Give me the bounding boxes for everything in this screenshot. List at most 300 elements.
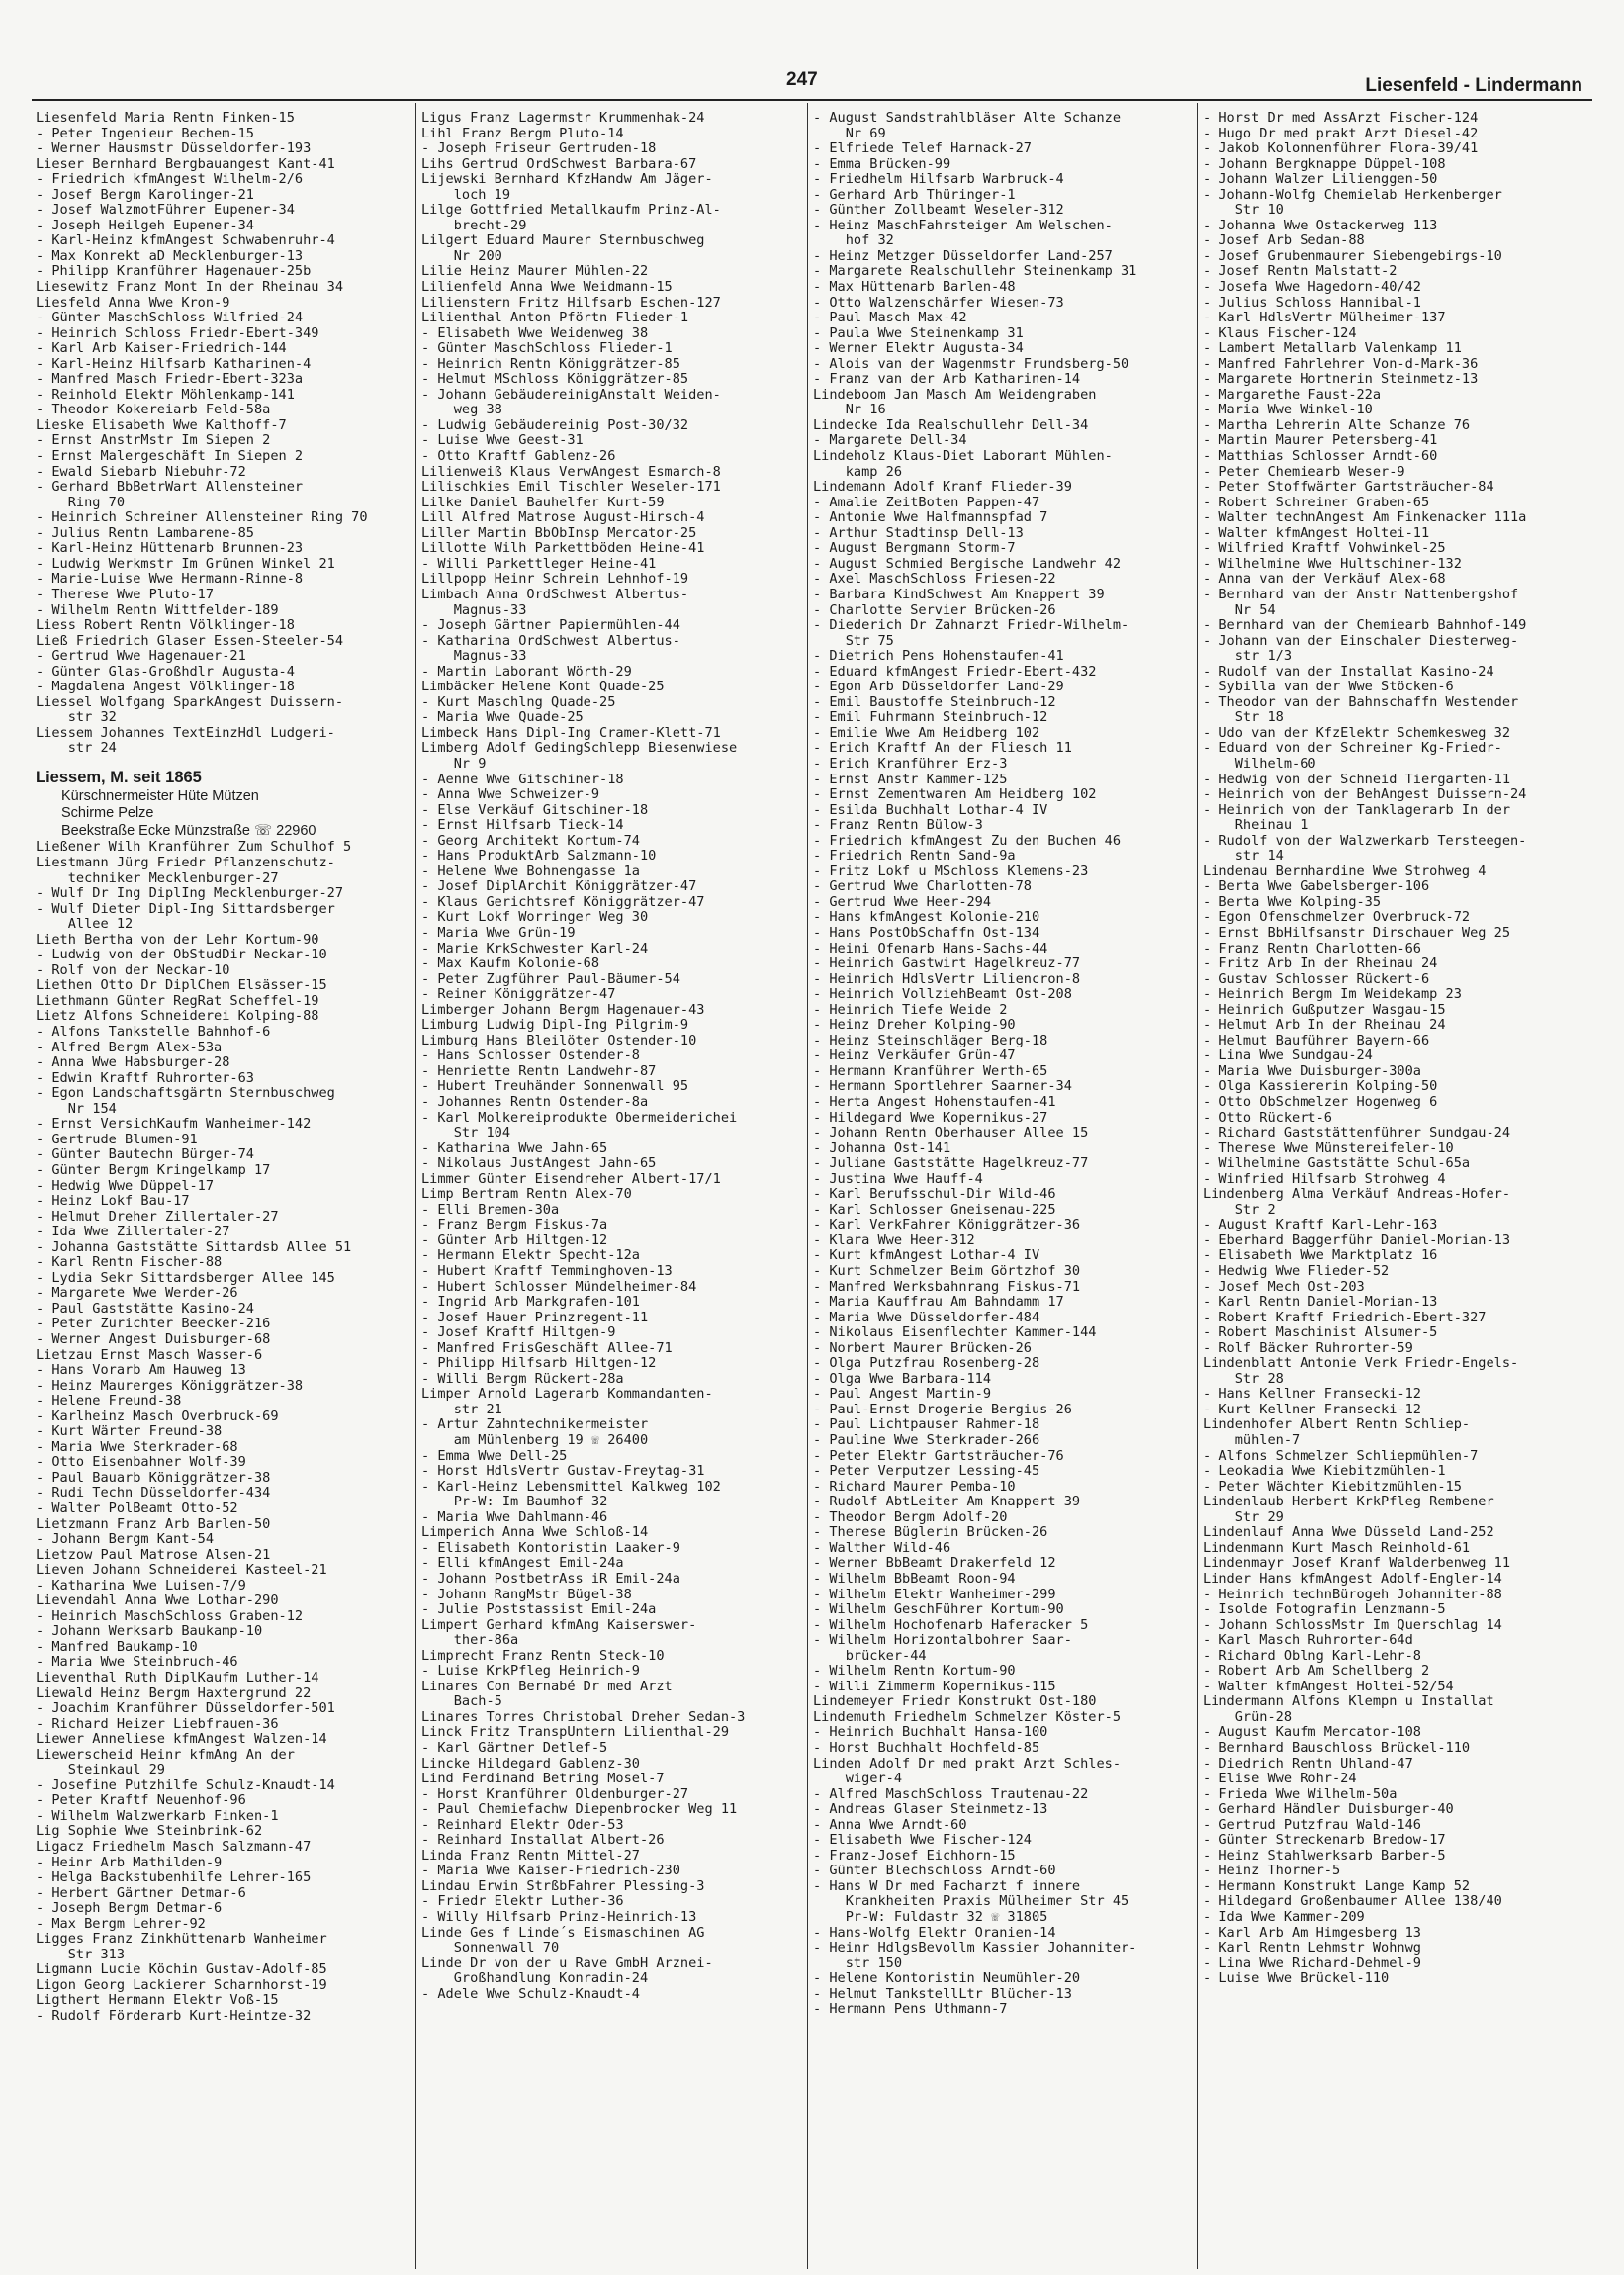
directory-entry: - Werner Angest Duisburger-68 <box>36 1330 271 1347</box>
directory-entry: - Ludwig Werkmstr Im Grünen Winkel 21 <box>36 555 335 572</box>
directory-entry: Lindemuth Friedhelm Schmelzer Köster-5 <box>813 1708 1121 1725</box>
directory-entry: - Marie KrkSchwester Karl-24 <box>421 940 649 956</box>
directory-entry: - Fritz Arb In der Rheinau 24 <box>1203 956 1438 972</box>
directory-entry: - Margarete Wwe Werder-26 <box>36 1285 238 1302</box>
directory-entry: - Robert Arb Am Schellberg 2 <box>1203 1663 1430 1680</box>
directory-entry: - Egon Arb Düsseldorfer Land-29 <box>813 679 1064 695</box>
directory-entry: Lindecke Ida Realschullehr Dell-34 <box>813 416 1089 433</box>
directory-entry: Limberg Adolf GedingSchlepp Biesenwiese Nr 9 <box>421 740 738 772</box>
directory-entry: Lill Alfred Matrose August-Hirsch-4 <box>421 509 705 526</box>
directory-entry: - Olga Putzfrau Rosenberg-28 <box>813 1355 1040 1372</box>
directory-entry: - Hedwig von der Schneid Tiergarten-11 <box>1203 771 1510 787</box>
directory-entry: - Klaus Fischer-124 <box>1203 324 1357 341</box>
directory-entry: - Diedrich Rentn Uhland-47 <box>1203 1755 1413 1772</box>
directory-entry: - Reinhard Installat Albert-26 <box>421 1832 665 1849</box>
advert-text: Kürschnermeister Hüte Mützen Schirme Pelze Beekstraße Ecke Münzstraße ☏ 22960 <box>61 787 316 839</box>
directory-entry: - Johann van der Einschaler Diesterweg- str 1/3 <box>1203 632 1519 665</box>
directory-entry: Linde Dr von der u Rave GmbH Arznei- Großhandlung Konradin-24 <box>421 1955 713 1987</box>
directory-entry: - Hermann Konstrukt Lange Kamp 52 <box>1203 1877 1471 1894</box>
directory-entry: - Axel MaschSchloss Friesen-22 <box>813 571 1056 588</box>
directory-entry: - Manfred Baukamp-10 <box>36 1638 198 1655</box>
directory-entry: - Georg Architekt Kortum-74 <box>421 832 640 849</box>
directory-entry: - Otto Rückert-6 <box>1203 1109 1332 1126</box>
directory-column-1 <box>36 111 426 2267</box>
directory-entry: - Elisabeth Wwe Weidenweg 38 <box>421 324 649 341</box>
directory-entry: - Richard Gaststättenführer Sundgau-24 <box>1203 1125 1510 1141</box>
directory-entry: - Ernst VersichKaufm Wanheimer-142 <box>36 1116 312 1133</box>
directory-entry: - Johann PostbetrAss iR Emil-24a <box>421 1570 680 1587</box>
directory-entry: - Hans PostObSchaffn Ost-134 <box>813 924 1040 941</box>
directory-entry: - Andreas Glaser Steinmetz-13 <box>813 1801 1048 1818</box>
directory-entry: - Juliane Gaststätte Hagelkreuz-77 <box>813 1155 1089 1172</box>
directory-entry: - Johann-Wolfg Chemielab Herkenberger Str 10 <box>1203 186 1502 219</box>
directory-entry: - Klara Wwe Heer-312 <box>813 1231 975 1248</box>
directory-entry: - Joseph Heilgeh Eupener-34 <box>36 217 254 233</box>
directory-entry: - Otto ObSchmelzer Hogenweg 6 <box>1203 1094 1438 1110</box>
directory-entry: - Rudolf van der Installat Kasino-24 <box>1203 663 1494 680</box>
directory-entry: - Wilhelmine Wwe Hultschiner-132 <box>1203 555 1462 572</box>
directory-entry: - Berta Wwe Gabelsberger-106 <box>1203 878 1430 895</box>
directory-entry: - Paul Angest Martin-9 <box>813 1386 992 1403</box>
directory-entry: Lietzow Paul Matrose Alsen-21 <box>36 1546 271 1563</box>
directory-entry: - Elise Wwe Rohr-24 <box>1203 1771 1357 1787</box>
directory-entry: - Karl HdlsVertr Mülheimer-137 <box>1203 310 1446 326</box>
directory-entry: - Manfred FrisGeschäft Allee-71 <box>421 1339 673 1356</box>
directory-entry: - Elfriede Telef Harnack-27 <box>813 140 1032 157</box>
directory-entry: - Günter Bergm Kringelkamp 17 <box>36 1161 271 1178</box>
directory-entry: Limper Arnold Lagerarb Kommandanten- str 21 <box>421 1386 713 1417</box>
directory-entry: - Sybilla van der Wwe Stöcken-6 <box>1203 679 1454 695</box>
directory-entry: - Anna Wwe Schweizer-9 <box>421 786 600 803</box>
directory-entry: - Matthias Schlosser Arndt-60 <box>1203 448 1438 465</box>
directory-entry: - Walther Wild-46 <box>813 1539 951 1556</box>
directory-entry: - Julius Schloss Hannibal-1 <box>1203 294 1421 311</box>
directory-entry: - Karl-Heinz Hilfsarb Katharinen-4 <box>36 355 312 372</box>
directory-entry: - Heinz MaschFahrsteiger Am Welschen- hof 32 <box>813 217 1113 249</box>
directory-entry: - Margarete Hortnerin Steinmetz-13 <box>1203 371 1479 388</box>
directory-entry: - Gertrud Wwe Hagenauer-21 <box>36 648 246 665</box>
directory-entry: - Frieda Wwe Wilhelm-50a <box>1203 1785 1398 1802</box>
directory-entry: - Norbert Maurer Brücken-26 <box>813 1339 1032 1356</box>
directory-entry: Limperich Anna Wwe Schloß-14 <box>421 1524 649 1541</box>
directory-entry: - Günter Streckenarb Bredow-17 <box>1203 1832 1446 1849</box>
directory-entry: - Johann Walzer Lilienggen-50 <box>1203 171 1438 188</box>
directory-entry: - Robert Schreiner Graben-65 <box>1203 494 1430 510</box>
directory-entry: - Karl Rentn Fischer-88 <box>36 1254 223 1271</box>
directory-entry: - Maria Wwe Duisburger-300a <box>1203 1062 1421 1079</box>
directory-entry: Lindenlaub Herbert KrkPfleg Rembener Str 29 <box>1203 1494 1494 1525</box>
directory-entry: - Eduard von der Schreiner Kg-Friedr- Wilhelm-60 <box>1203 740 1502 772</box>
directory-entry: - Reinhard Elektr Oder-53 <box>421 1816 624 1833</box>
directory-entry: - Alfons Tankstelle Bahnhof-6 <box>36 1024 271 1041</box>
directory-entry: Lieth Bertha von der Lehr Kortum-90 <box>36 931 319 948</box>
directory-entry: - Günter Bautechn Bürger-74 <box>36 1146 254 1163</box>
directory-entry: Limmer Günter Eisendreher Albert-17/1 <box>421 1170 721 1187</box>
directory-entry: - Wulf Dr Ing DiplIng Mecklenburger-27 <box>36 885 343 902</box>
directory-entry: - Heinrich VollziehBeamt Ost-208 <box>813 986 1072 1003</box>
directory-entry: - Maria Wwe Dahlmann-46 <box>421 1508 608 1525</box>
directory-entry: - Gerhard BbBetrWart Allensteiner Ring 70 <box>36 479 304 510</box>
directory-entry: - Ludwig von der ObStudDir Neckar-10 <box>36 947 327 963</box>
directory-entry: - Heinr HdlgsBevollm Kassier Johanniter- str 150 <box>813 1940 1137 1971</box>
directory-entry: - Helmut Dreher Zillertaler-27 <box>36 1208 279 1225</box>
directory-entry: - Maria Wwe Steinbruch-46 <box>36 1654 238 1671</box>
directory-entry: - Else Verkäuf Gitschiner-18 <box>421 801 649 818</box>
directory-entry: - Kurt Lokf Worringer Weg 30 <box>421 909 649 926</box>
directory-entry: - Aenne Wwe Gitschiner-18 <box>421 771 624 787</box>
directory-entry: - Heinz Lokf Bau-17 <box>36 1193 190 1210</box>
directory-entry: - Bernhard van der Chemiearb Bahnhof-149 <box>1203 617 1527 634</box>
directory-entry: - Ludwig Gebäudereinig Post-30/32 <box>421 416 689 433</box>
directory-entry: - Wilhelm Hochofenarb Haferacker 5 <box>813 1616 1089 1633</box>
directory-entry: - Werner Hausmstr Düsseldorfer-193 <box>36 140 312 157</box>
directory-entry: - Heinrich Bergm Im Weidekamp 23 <box>1203 986 1462 1003</box>
directory-entry: - Karl-Heinz Hüttenarb Brunnen-23 <box>36 540 304 557</box>
directory-entry: - Walter PolBeamt Otto-52 <box>36 1500 238 1516</box>
directory-entry: Liethen Otto Dr DiplChem Elsässer-15 <box>36 977 327 994</box>
directory-entry: Liller Martin BbObInsp Mercator-25 <box>421 524 697 541</box>
directory-entry: - Friedrich Rentn Sand-9a <box>813 848 1016 864</box>
directory-entry: - Kurt Wärter Freund-38 <box>36 1423 223 1440</box>
directory-entry: - Karl Gärtner Detlef-5 <box>421 1739 608 1756</box>
directory-entry: - Karl Rentn Daniel-Morian-13 <box>1203 1294 1438 1311</box>
directory-entry: Limbeck Hans Dipl-Ing Cramer-Klett-71 <box>421 724 721 741</box>
directory-entry: - Franz Rentn Bülow-3 <box>813 817 983 834</box>
directory-entry: - Werner Elektr Augusta-34 <box>813 340 1024 357</box>
directory-entry: Lindenblatt Antonie Verk Friedr-Engels- Str 28 <box>1203 1355 1519 1387</box>
directory-entry: Lilienweiß Klaus VerwAngest Esmarch-8 <box>421 463 721 480</box>
directory-entry: - Kurt Schmelzer Beim Görtzhof 30 <box>813 1263 1081 1280</box>
directory-entry: Linares Torres Christobal Dreher Sedan-3 <box>421 1708 746 1725</box>
directory-entry: - Lina Wwe Sundgau-24 <box>1203 1047 1373 1064</box>
directory-entry: - Gustav Schlosser Rückert-6 <box>1203 970 1430 987</box>
directory-entry: - Helmut Bauführer Bayern-66 <box>1203 1032 1430 1048</box>
directory-entry: - Heinrich Buchhalt Hansa-100 <box>813 1724 1048 1741</box>
directory-entry: - Joseph Friseur Gertruden-18 <box>421 140 657 157</box>
directory-entry: Liessel Wolfgang SparkAngest Duissern- str 32 <box>36 693 343 726</box>
directory-entry: - Otto Walzenschärfer Wiesen-73 <box>813 294 1064 311</box>
directory-entry: Lilischkies Emil Tischler Weseler-171 <box>421 479 721 496</box>
directory-entry: - Walter technAngest Am Finkenacker 111a <box>1203 509 1527 526</box>
directory-entry: - Olga Wwe Barbara-114 <box>813 1370 992 1387</box>
directory-entry: Lindeholz Klaus-Diet Laborant Mühlen- kamp 26 <box>813 448 1113 480</box>
directory-entry: - Margarethe Faust-22a <box>1203 386 1382 403</box>
directory-entry: - Edwin Kraftf Ruhrorter-63 <box>36 1069 254 1086</box>
directory-entry: - Hildegard Wwe Kopernikus-27 <box>813 1109 1048 1126</box>
directory-column-3 <box>813 111 1204 2267</box>
directory-entry: - Elisabeth Wwe Fischer-124 <box>813 1832 1032 1849</box>
directory-entry: - Friedrich kfmAngest Wilhelm-2/6 <box>36 171 304 188</box>
directory-entry: Limberger Johann Bergm Hagenauer-43 <box>421 1001 705 1018</box>
directory-entry: Liewald Heinz Bergm Haxtergrund 22 <box>36 1684 312 1701</box>
directory-entry: - Heinrich von der Tanklagerarb In der Rheinau 1 <box>1203 801 1510 834</box>
directory-entry: Lincke Hildegard Gablenz-30 <box>421 1755 640 1772</box>
directory-entry: Lindeboom Jan Masch Am Weidengraben Nr 16 <box>813 386 1097 418</box>
directory-entry: - Friedr Elektr Luther-36 <box>421 1893 624 1910</box>
directory-entry: Liewerscheid Heinr kfmAng An der Steinkaul 29 <box>36 1746 295 1778</box>
directory-entry: - Maria Wwe Sterkrader-68 <box>36 1438 238 1455</box>
directory-entry: - Hans Schlosser Ostender-8 <box>421 1047 640 1064</box>
directory-entry: - August Kaufm Mercator-108 <box>1203 1724 1421 1741</box>
directory-entry: - Richard Maurer Pemba-10 <box>813 1478 1016 1495</box>
directory-entry: - Wulf Dieter Dipl-Ing Sittardsberger Allee 12 <box>36 900 335 933</box>
directory-entry: - Heinrich Gastwirt Hagelkreuz-77 <box>813 956 1081 972</box>
directory-entry: - Kurt Kellner Fransecki-12 <box>1203 1401 1421 1417</box>
directory-entry: Liessem Johannes TextEinzHdl Ludgeri- str 24 <box>36 724 335 757</box>
directory-entry: Linde Ges f Linde´s Eismaschinen AG Sonnenwall 70 <box>421 1924 705 1956</box>
directory-entry: - Josef WalzmotFührer Eupener-34 <box>36 202 295 219</box>
directory-entry: - Karl-Heinz Lebensmittel Kalkweg 102 Pr-W: Im Baumhof 32 <box>421 1478 721 1510</box>
directory-entry: - Philipp Hilfsarb Hiltgen-12 <box>421 1355 657 1372</box>
directory-entry: - Ingrid Arb Markgrafen-101 <box>421 1294 640 1311</box>
directory-entry: - Maria Kauffrau Am Bahndamm 17 <box>813 1294 1064 1311</box>
directory-entry: Lieventhal Ruth DiplKaufm Luther-14 <box>36 1670 319 1685</box>
directory-entry: - Walter kfmAngest Holtei-11 <box>1203 524 1430 541</box>
directory-entry: - Wilhelm BbBeamt Roon-94 <box>813 1570 1016 1587</box>
directory-entry: - Ida Wwe Zillertaler-27 <box>36 1224 230 1240</box>
directory-entry: - August Kraftf Karl-Lehr-163 <box>1203 1217 1438 1233</box>
directory-entry: - Elli Bremen-30a <box>421 1201 560 1218</box>
directory-entry: Limbäcker Helene Kont Quade-25 <box>421 679 665 695</box>
directory-entry: Lig Sophie Wwe Steinbrink-62 <box>36 1823 263 1840</box>
directory-entry: - Theodor Kokereiarb Feld-58a <box>36 402 271 418</box>
directory-entry: - Alfred MaschSchloss Trautenau-22 <box>813 1785 1089 1802</box>
directory-entry: - Diederich Dr Zahnarzt Friedr-Wilhelm- Str 75 <box>813 617 1129 649</box>
directory-entry: - Gertrud Wwe Charlotten-78 <box>813 878 1032 895</box>
directory-entry: Linden Adolf Dr med prakt Arzt Schles- wiger-4 <box>813 1755 1121 1787</box>
directory-entry: - Theodor Bergm Adolf-20 <box>813 1508 1008 1525</box>
directory-entry: - Josef Bergm Karolinger-21 <box>36 186 254 203</box>
directory-entry: - Hedwig Wwe Düppel-17 <box>36 1177 215 1194</box>
directory-entry: - Karlheinz Masch Overbruck-69 <box>36 1408 279 1424</box>
directory-entry: - Heinz Verkäufer Grün-47 <box>813 1047 1016 1064</box>
directory-entry: - Peter Zurichter Beecker-216 <box>36 1316 271 1332</box>
directory-entry: - Paul Chemiefachw Diepenbrocker Weg 11 <box>421 1801 738 1818</box>
directory-entry: - Peter Ingenieur Bechem-15 <box>36 125 254 141</box>
directory-entry: - Otto Eisenbahner Wolf-39 <box>36 1454 246 1471</box>
directory-entry: - Josefine Putzhilfe Schulz-Knaudt-14 <box>36 1776 335 1793</box>
directory-entry: Ligus Franz Lagermstr Krummenhak-24 <box>421 111 705 126</box>
directory-entry: - Maria Wwe Grün-19 <box>421 924 576 941</box>
directory-entry: - Leokadia Wwe Kiebitzmühlen-1 <box>1203 1463 1446 1480</box>
directory-entry: - Hildegard Großenbaumer Allee 138/40 <box>1203 1893 1502 1910</box>
directory-entry: Limburg Hans Bleilöter Ostender-10 <box>421 1032 697 1048</box>
directory-entry: Liesfeld Anna Wwe Kron-9 <box>36 294 230 311</box>
directory-entry: - Margarete Realschullehr Steinenkamp 31 <box>813 263 1137 280</box>
directory-entry: - Wilhelm Rentn Kortum-90 <box>813 1663 1016 1680</box>
directory-entry: - Josef Arb Sedan-88 <box>1203 232 1365 249</box>
directory-entry: - Winfried Hilfsarb Strohweg 4 <box>1203 1170 1446 1187</box>
directory-entry: - Paula Wwe Steinenkamp 31 <box>813 324 1024 341</box>
directory-entry: - Peter Zugführer Paul-Bäumer-54 <box>421 970 680 987</box>
directory-entry: - Gertrud Wwe Heer-294 <box>813 893 992 910</box>
directory-entry: - Robert Kraftf Friedrich-Ebert-327 <box>1203 1309 1487 1325</box>
directory-entry: - Josef Grubenmaurer Siebengebirgs-10 <box>1203 247 1502 264</box>
directory-entry: - Emil Fuhrmann Steinbruch-12 <box>813 709 1048 726</box>
directory-entry: Lilienstern Fritz Hilfsarb Eschen-127 <box>421 294 721 311</box>
directory-entry: - August Bergmann Storm-7 <box>813 540 1016 557</box>
directory-entry: Ligacz Friedhelm Masch Salzmann-47 <box>36 1839 312 1856</box>
directory-entry: - Karl Rentn Lehmstr Wohnwg <box>1203 1940 1421 1956</box>
directory-entry: - Rolf Bäcker Ruhrorter-59 <box>1203 1339 1413 1356</box>
directory-entry: - Erich Kraftf An der Fliesch 11 <box>813 740 1072 757</box>
directory-entry: - Franz-Josef Eichhorn-15 <box>813 1847 1016 1864</box>
directory-entry: - Hermann Pens Uthmann-7 <box>813 2001 1008 2018</box>
page-number: 247 <box>786 69 818 90</box>
directory-entry: - Max Kaufm Kolonie-68 <box>421 956 600 972</box>
directory-entry: - Emilie Wwe Am Heidberg 102 <box>813 724 1040 741</box>
directory-entry: - Peter Chemiearb Weser-9 <box>1203 463 1405 480</box>
directory-entry: - Johanna Ost-141 <box>813 1139 951 1156</box>
directory-entry: - Reiner Königgrätzer-47 <box>421 986 616 1003</box>
directory-entry: - Amalie ZeitBoten Pappen-47 <box>813 494 1040 510</box>
directory-entry: - Pauline Wwe Sterkrader-266 <box>813 1432 1040 1449</box>
directory-entry: - Willy Hilfsarb Prinz-Heinrich-13 <box>421 1908 697 1925</box>
directory-entry: - Ernst Anstr Kammer-125 <box>813 771 1008 787</box>
directory-entry: Lindemann Adolf Kranf Flieder-39 <box>813 479 1072 496</box>
directory-entry: - Barbara KindSchwest Am Knappert 39 <box>813 586 1105 602</box>
directory-entry: Lietzau Ernst Masch Wasser-6 <box>36 1346 263 1363</box>
directory-entry: - Karl Schlosser Gneisenau-225 <box>813 1201 1056 1218</box>
directory-entry: Lillpopp Heinr Schrein Lehnhof-19 <box>421 571 689 588</box>
directory-entry: - Luise Wwe Geest-31 <box>421 432 584 449</box>
directory-entry: - Ernst AnstrMstr Im Siepen 2 <box>36 432 271 449</box>
directory-entry: - Heinrich technBürogeh Johanniter-88 <box>1203 1586 1502 1602</box>
directory-entry: - Martha Lehrerin Alte Schanze 76 <box>1203 416 1471 433</box>
directory-entry: - Heinz Stahlwerksarb Barber-5 <box>1203 1847 1446 1864</box>
directory-entry: - Rudolf Förderarb Kurt-Heintze-32 <box>36 2008 312 2025</box>
directory-entry: - Manfred Fahrlehrer Von-d-Mark-36 <box>1203 355 1479 372</box>
directory-entry: Ligges Franz Zinkhüttenarb Wanheimer Str 313 <box>36 1931 327 1962</box>
directory-entry: - Olga Kassiererin Kolping-50 <box>1203 1078 1438 1095</box>
directory-entry: - Paul Lichtpauser Rahmer-18 <box>813 1416 1040 1433</box>
directory-column-2 <box>421 111 812 2267</box>
directory-entry: Lieser Bernhard Bergbauangest Kant-41 <box>36 155 335 172</box>
directory-entry: - Therese Büglerin Brücken-26 <box>813 1524 1048 1541</box>
directory-entry: - Hans Kellner Fransecki-12 <box>1203 1386 1421 1403</box>
directory-entry: - Lambert Metallarb Valenkamp 11 <box>1203 340 1462 357</box>
running-head: Liesenfeld - Lindermann <box>1365 75 1582 96</box>
directory-entry: - Eduard kfmAngest Friedr-Ebert-432 <box>813 663 1097 680</box>
directory-entry: - Esilda Buchhalt Lothar-4 IV <box>813 801 1048 818</box>
directory-entry: Lilie Heinz Maurer Mühlen-22 <box>421 263 649 280</box>
directory-entry: - Johanna Gaststätte Sittardsb Allee 51 <box>36 1238 352 1255</box>
directory-entry: - Nikolaus JustAngest Jahn-65 <box>421 1155 657 1172</box>
directory-entry: - Henriette Rentn Landwehr-87 <box>421 1062 657 1079</box>
directory-entry: - Günter MaschSchloss Flieder-1 <box>421 340 673 357</box>
directory-entry: - Egon Landschaftsgärtn Sternbuschweg Nr 154 <box>36 1085 335 1117</box>
directory-entry: - Heinrich Tiefe Weide 2 <box>813 1001 1008 1018</box>
directory-entry: - Heinr Arb Mathilden-9 <box>36 1854 223 1870</box>
directory-entry: - Hermann Sportlehrer Saarner-34 <box>813 1078 1072 1095</box>
directory-entry: - Heinz Dreher Kolping-90 <box>813 1017 1016 1034</box>
directory-entry: - Josef Hauer Prinzregent-11 <box>421 1309 649 1325</box>
directory-entry: - Günter Glas-Großhdlr Augusta-4 <box>36 663 295 680</box>
directory-entry: - Johann GebäudereinigAnstalt Weiden- weg 38 <box>421 386 721 418</box>
directory-entry: - Josef Mech Ost-203 <box>1203 1278 1365 1295</box>
directory-entry: - Margarete Dell-34 <box>813 432 967 449</box>
directory-entry: Lillotte Wilh Parkettböden Heine-41 <box>421 540 705 557</box>
directory-entry: - Maria Wwe Kaiser-Friedrich-230 <box>421 1863 680 1879</box>
directory-entry: - Ernst Zementwaren Am Heidberg 102 <box>813 786 1097 803</box>
directory-entry: - Willi Bergm Rückert-28a <box>421 1370 624 1387</box>
directory-entry: - Johann Bergknappe Düppel-108 <box>1203 155 1446 172</box>
directory-entry: - Manfred Werksbahnrang Fiskus-71 <box>813 1278 1081 1295</box>
directory-entry: - Horst HdlsVertr Gustav-Freytag-31 <box>421 1463 705 1480</box>
directory-entry: - Karl Molkereiprodukte Obermeiderichei Str 104 <box>421 1109 738 1141</box>
directory-entry: - Therese Wwe Pluto-17 <box>36 586 215 602</box>
directory-entry: - Arthur Stadtinsp Dell-13 <box>813 524 1024 541</box>
directory-entry: Lilienfeld Anna Wwe Weidmann-15 <box>421 279 673 296</box>
directory-entry: - Elli kfmAngest Emil-24a <box>421 1555 624 1572</box>
directory-entry: - Peter Wächter Kiebitzmühlen-15 <box>1203 1478 1462 1495</box>
directory-column-4 <box>1203 111 1593 2267</box>
directory-entry: - Paul Bauarb Königgrätzer-38 <box>36 1469 271 1486</box>
directory-entry: - Lina Wwe Richard-Dehmel-9 <box>1203 1955 1421 1971</box>
directory-entry: - Hubert Treuhänder Sonnenwall 95 <box>421 1078 689 1095</box>
directory-entry: - Heinrich Schreiner Allensteiner Ring 70 <box>36 509 368 526</box>
directory-entry: - Marie-Luise Wwe Hermann-Rinne-8 <box>36 571 304 588</box>
directory-entry: - Paul Gaststätte Kasino-24 <box>36 1300 254 1317</box>
directory-entry: - Peter Kraftf Neuenhof-96 <box>36 1792 246 1809</box>
directory-entry: Linder Hans kfmAngest Adolf-Engler-14 <box>1203 1570 1502 1587</box>
directory-entry: - Peter Verputzer Lessing-45 <box>813 1463 1040 1480</box>
directory-entry: Lindenhofer Albert Rentn Schliep- mühlen-7 <box>1203 1416 1471 1449</box>
directory-entry: Ließ Friedrich Glaser Essen-Steeler-54 <box>36 632 343 649</box>
directory-entry: Lieske Elisabeth Wwe Kalthoff-7 <box>36 416 287 433</box>
directory-entry: - Johann Bergm Kant-54 <box>36 1531 215 1548</box>
directory-entry: - Helga Backstubenhilfe Lehrer-165 <box>36 1869 312 1886</box>
directory-entry: - August Sandstrahlbläser Alte Schanze Nr 69 <box>813 111 1121 141</box>
directory-entry: - Helene Kontoristin Neumühler-20 <box>813 1970 1081 1987</box>
directory-entry: - Rudolf AbtLeiter Am Knappert 39 <box>813 1494 1081 1510</box>
directory-entry: - Johann RangMstr Bügel-38 <box>421 1586 632 1602</box>
directory-entry: - Rudi Techn Düsseldorfer-434 <box>36 1485 271 1502</box>
directory-entry: Liewer Anneliese kfmAngest Walzen-14 <box>36 1731 327 1748</box>
directory-entry: - Hermann Elektr Specht-12a <box>421 1247 640 1264</box>
directory-entry: - Heini Ofenarb Hans-Sachs-44 <box>813 940 1048 956</box>
directory-entry: Liestmann Jürg Friedr Pflanzenschutz- techniker Mecklenburger-27 <box>36 855 335 886</box>
directory-entry: - Richard Heizer Liebfrauen-36 <box>36 1715 279 1732</box>
directory-entry: - Johannes Rentn Ostender-8a <box>421 1094 649 1110</box>
directory-entry: - Kurt kfmAngest Lothar-4 IV <box>813 1247 1040 1264</box>
directory-entry: - Jakob Kolonnenführer Flora-39/41 <box>1203 140 1479 157</box>
directory-entry: - Rolf von der Neckar-10 <box>36 961 230 978</box>
directory-entry: - Dietrich Pens Hohenstaufen-41 <box>813 648 1064 665</box>
directory-entry: - Karl Arb Kaiser-Friedrich-144 <box>36 340 287 357</box>
directory-entry: - Gertrude Blumen-91 <box>36 1131 198 1147</box>
directory-entry: - Ernst Malergeschäft Im Siepen 2 <box>36 448 304 465</box>
directory-entry: Lindenmann Kurt Masch Reinhold-61 <box>1203 1539 1471 1556</box>
directory-entry: - Horst Buchhalt Hochfeld-85 <box>813 1739 1040 1756</box>
directory-entry: - Johann SchlossMstr Im Querschlag 14 <box>1203 1616 1502 1633</box>
directory-entry: Liesenfeld Maria Rentn Finken-15 <box>36 111 295 126</box>
directory-entry: - Hedwig Wwe Flieder-52 <box>1203 1263 1390 1280</box>
directory-entry: - Helmut Arb In der Rheinau 24 <box>1203 1017 1446 1034</box>
directory-entry: - Heinz Metzger Düsseldorfer Land-257 <box>813 247 1113 264</box>
directory-entry: - Anna van der Verkäuf Alex-68 <box>1203 571 1446 588</box>
directory-entry: - Franz Rentn Charlotten-66 <box>1203 940 1421 956</box>
directory-entry: Limp Bertram Rentn Alex-70 <box>421 1186 632 1203</box>
directory-entry: - Heinrich Rentn Königgrätzer-85 <box>421 355 680 372</box>
directory-entry: - Hubert Kraftf Temminghoven-13 <box>421 1263 673 1280</box>
directory-entry: - Josef Rentn Malstatt-2 <box>1203 263 1398 280</box>
directory-entry: - Wilhelm Rentn Wittfelder-189 <box>36 601 279 618</box>
directory-entry: - Heinrich von der BehAngest Duissern-24 <box>1203 786 1527 803</box>
directory-entry: - Helene Freund-38 <box>36 1393 182 1410</box>
directory-entry: Lilge Gottfried Metallkaufm Prinz-Al- brecht-29 <box>421 202 721 233</box>
directory-entry: Lietz Alfons Schneiderei Kolping-88 <box>36 1008 319 1025</box>
